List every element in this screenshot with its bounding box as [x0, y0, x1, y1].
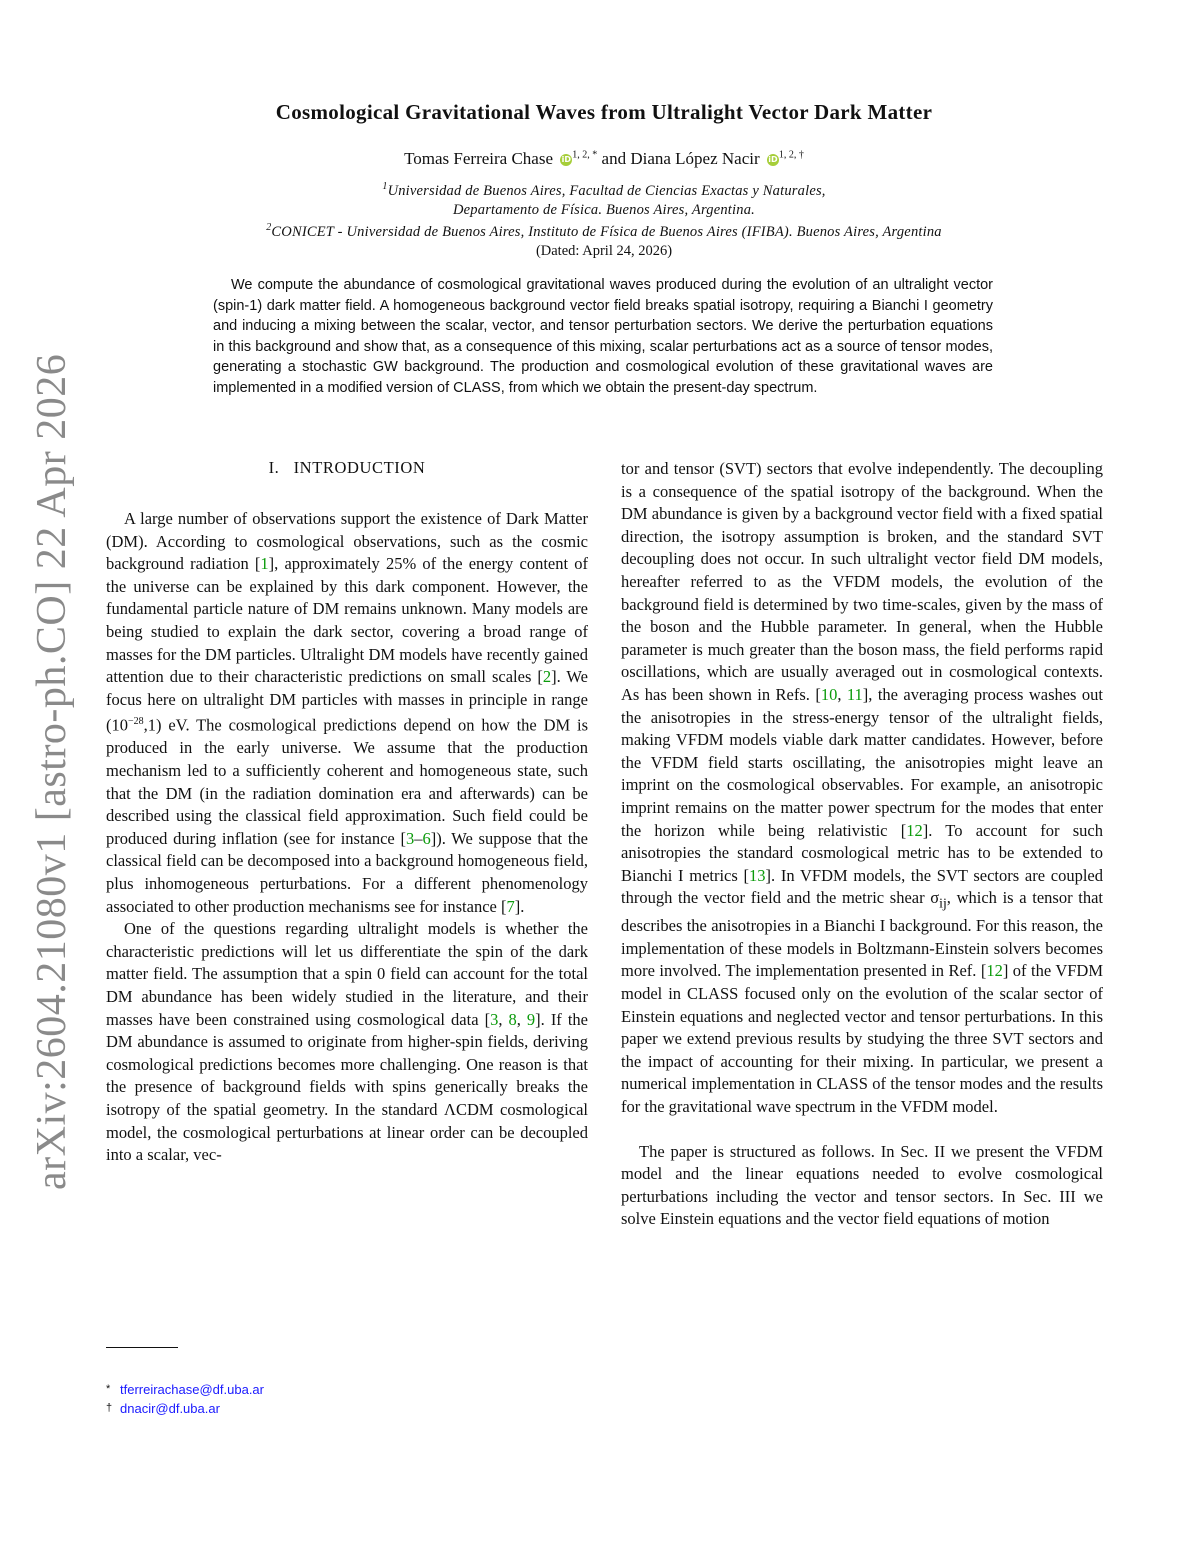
orcid-icon[interactable]: iD: [561, 155, 571, 164]
text-run: ,1) eV. The cosmological predictions depend on how the DM is produced in the early universe. We assume that the production mechanism led to a sufficiently coherent and homogeneous state, such that the DM (in the radiation domination era and afterwards) can be described using the classical field approximation. Such field could be produced during inflation (see for instance [: [106, 715, 588, 848]
footnotes: [106, 1380, 588, 1418]
affiliation-2: [0, 222, 1200, 241]
citation-link[interactable]: 8: [508, 1009, 517, 1029]
text-run: –: [414, 828, 423, 848]
author-line: [0, 149, 1200, 169]
citation-link[interactable]: 12: [906, 820, 923, 840]
footnote-rule: [106, 1347, 178, 1348]
citation-link[interactable]: 3: [490, 1009, 499, 1029]
text-run: ], approximately 25% of the energy content of the universe can be explained by this dark component. However, the fundamental particle nature of DM remains unknown. Many models are being studied to explain the dark sector, covering a broad range of masses for the DM particles. Ultralight DM models have recently gained attention due to their characteristic predictions on small scales [: [106, 554, 588, 687]
citation-link[interactable]: 1: [260, 554, 269, 574]
footnote-1: [106, 1380, 588, 1399]
text-run: ], the averaging process washes out the anisotropies in the stress-energy tensor of the ultralight fields, making VFDM models viable dark matter candidates. However, before the VFDM field starts oscillating, the anisotropies might leave an imprint on the cosmological observables. For example, an anisotropic imprint remains on the matter power spectrum for the modes that enter the horizon while being relativistic [: [621, 684, 1103, 840]
author-2-name: Diana López Nacir: [630, 149, 760, 168]
text-run: ]). We suppose that the classical field can be decomposed into a background homogeneous field, plus inhomogeneous perturbations. For a different phenomenology associated to other production mechanisms see for instance [: [106, 828, 588, 916]
author-1-marks: 1, 2, *: [572, 149, 598, 161]
citation-link[interactable]: 6: [422, 828, 431, 848]
paper-title: Cosmological Gravitational Waves from Ultralight Vector Dark Matter: [275, 100, 933, 124]
citation-link[interactable]: 7: [506, 896, 515, 916]
abstract-text: We compute the abundance of cosmological gravitational waves produced during the evolution of an ultralight vector (spin-1) dark matter field. A homogeneous background vector field breaks spatial isotropy, requiring a Bianchi I geometry and inducing a mixing between the scalar, vector, and tensor perturbation sectors. We derive the perturbation equations in this background and show that, as a consequence of this mixing, scalar perturbations act as a source of tensor modes, generating a stochastic GW background. The production and cosmological evolution of these gravitational waves are implemented in a modified version of CLASS, from which we obtain the present-day spectrum.: [213, 277, 993, 396]
text-run: ,: [837, 684, 847, 704]
author-2-marks: 1, 2, †: [778, 149, 804, 161]
text-run: ] of the VFDM model in CLASS focused only on the evolution of the scalar sector of Einstein equations and neglected vector and tensor perturbations. In this paper we extend previous results by studying the three SVT sectors and the impact of accounting for their mixing. In particular, we present a numerical implementation in CLASS of the tensor modes and the results for the gravitational wave spectrum in the VFDM model.: [621, 961, 1103, 1116]
intro-paragraph-1: [106, 508, 588, 918]
text-run: One of the questions regarding ultralight models is whether the characteristic predictions will let us differentiate the spin of the dark matter field. The assumption that a spin 0 field can account for the total DM abundance has been widely studied in the literature, and their masses have been constrained using cosmological data [: [106, 919, 588, 1029]
footnote-2: [106, 1399, 588, 1418]
footnote-mark: *: [106, 1383, 111, 1395]
text-run: ,: [516, 1009, 527, 1029]
affiliation-1-line-1: [0, 181, 1200, 200]
arxiv-identifier-stamp[interactable]: arXiv:2604.21080v1 [astro-ph.CO] 22 Apr 2026: [29, 353, 75, 1190]
text-run: ,: [498, 1009, 509, 1029]
citation-link[interactable]: 2: [542, 667, 552, 687]
affiliation-2-mark: 2: [266, 222, 272, 233]
author-1-name: Tomas Ferreira Chase: [404, 149, 554, 168]
exponent: −28: [128, 716, 144, 728]
text-run: A large number of observations support the existence of Dark Matter (DM). According to cosmological observations, such as the cosmic background radiation [: [106, 509, 588, 574]
orcid-icon[interactable]: iD: [768, 155, 778, 164]
affiliation-1-line-2: Departamento de Física. Buenos Aires, Argentina.: [453, 202, 755, 218]
intro-paragraph-3: [621, 458, 1103, 1119]
text-run: , which is a tensor that describes the anisotropies in a Bianchi I background. For this reason, the implementation of these models in Boltzmann-Einstein solvers becomes more involved. The implementation presented in Ref. [: [621, 888, 1103, 981]
section-number: I.: [268, 458, 280, 477]
section-title-text: INTRODUCTION: [293, 458, 426, 477]
email-link[interactable]: dnacir@df.uba.ar: [120, 1401, 220, 1416]
text-run: ]. To account for such anisotropies the standard cosmological metric has to be extended to Bianchi I metrics [: [621, 820, 1103, 885]
author-joiner: and: [601, 149, 627, 168]
dated-line: (Dated: April 24, 2026): [535, 243, 673, 259]
abstract: [213, 275, 993, 398]
section-heading-introduction: [106, 458, 588, 478]
citation-link[interactable]: 10: [820, 684, 838, 704]
text-run: ]. In VFDM models, the SVT sectors are coupled through the vector field and the metric shear σ: [621, 865, 1103, 908]
subscript: ij: [939, 895, 947, 911]
affiliation-2-text: CONICET - Universidad de Buenos Aires, Instituto de Física de Buenos Aires (IFIBA). Buenos Aires, Argentina: [271, 223, 942, 240]
affiliation-1-text: Universidad de Buenos Aires, Facultad de Ciencias Exactas y Naturales,: [387, 182, 826, 199]
citation-link[interactable]: 9: [526, 1009, 536, 1029]
right-column: [621, 458, 1103, 1231]
intro-paragraph-2: [106, 918, 588, 1167]
footnote-mark: †: [106, 1402, 113, 1414]
text-run: tor and tensor (SVT) sectors that evolve independently. The decoupling is a consequence of the spatial isotropy of the background. When the DM abundance is given by a background vector field with a fixed spatial direction, the isotropy assumption is broken, and the standard SVT decoupling does not occur. In such ultralight vector field DM models, hereafter referred to as the VFDM models, the evolution of the background field is determined by two time-scales, given by the mass of the boson and the Hubble parameter. In general, when the Hubble parameter is much greater than the boson mass, the field performs rapid oscillations, which are usually averaged out in cosmological contexts. As has been shown in Refs. [: [621, 459, 1103, 704]
affiliation-1-mark: 1: [382, 181, 388, 192]
text-run: ]. If the DM abundance is assumed to originate from higher-spin fields, deriving cosmological predictions becomes more challenging. One reason is that the presence of background fields with spins generically breaks the isotropy of the spatial geometry. In the standard ΛCDM cosmological model, the cosmological perturbations at linear order can be decoupled into a scalar, vec-: [106, 1009, 588, 1165]
intro-paragraph-4: The paper is structured as follows. In Sec. II we present the VFDM model and the linear equations needed to evolve cosmological perturbations including the vector and tensor sectors. In Sec. III we solve Einstein equations and the vector field equations of motion: [621, 1141, 1103, 1229]
citation-link[interactable]: 13: [749, 865, 766, 885]
email-link[interactable]: tferreirachase@df.uba.ar: [120, 1382, 264, 1397]
text-run: ].: [514, 896, 525, 916]
text-run: ]. We focus here on ultralight DM particles with masses in principle in range (10: [106, 667, 588, 735]
citation-link[interactable]: 11: [846, 684, 863, 704]
citation-link[interactable]: 12: [986, 961, 1003, 981]
left-column: [106, 508, 588, 1167]
citation-link[interactable]: 3: [405, 828, 415, 848]
